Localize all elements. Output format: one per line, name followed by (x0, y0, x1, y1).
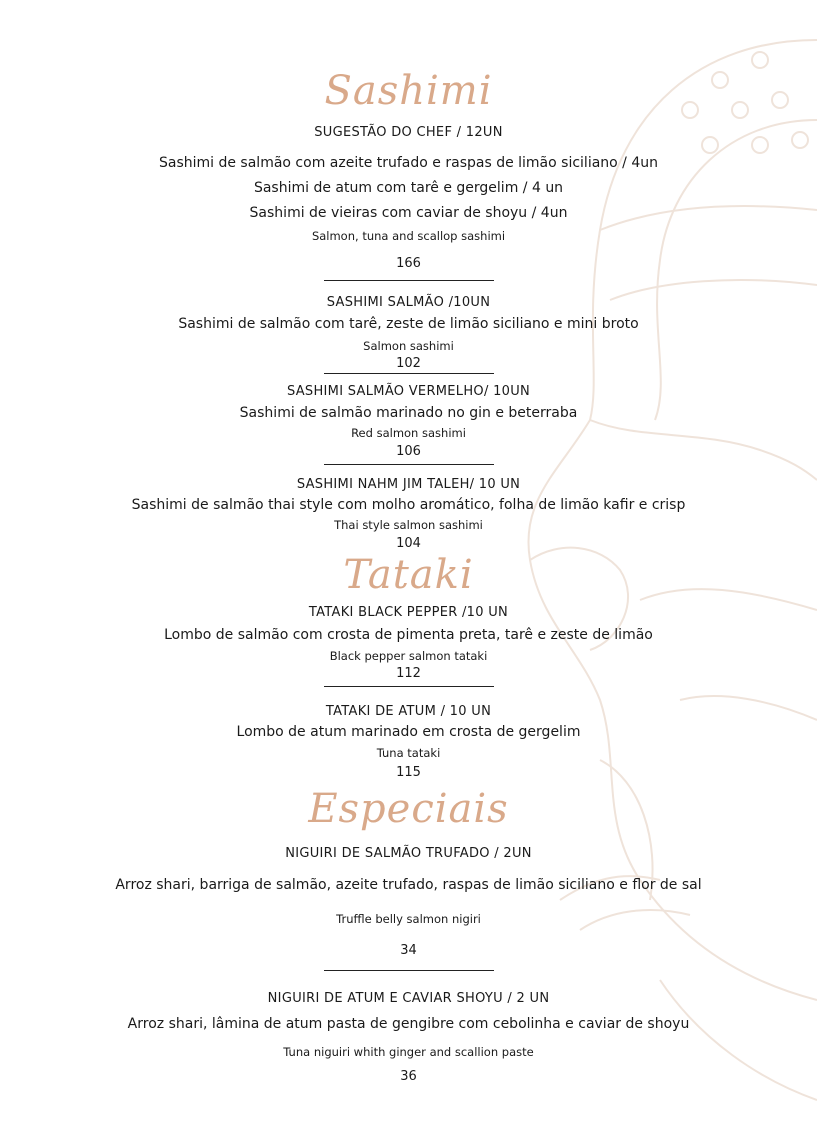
chef-english: Salmon, tuna and scallop sashimi (311, 229, 506, 243)
item-english: Black pepper salmon tataki (329, 649, 488, 663)
item-title: TATAKI BLACK PEPPER /10 UN (308, 605, 509, 620)
item-description: Sashimi de salmão marinado no gin e beterraba (239, 405, 578, 421)
chef-line-2: Sashimi de atum com tarê e gergelim / 4 un (253, 180, 564, 196)
item-description: Arroz shari, barriga de salmão, azeite trufado, raspas de limão siciliano e flor de sal (115, 877, 702, 893)
item-price: 106 (396, 444, 421, 459)
item-price: 36 (400, 1069, 417, 1084)
item-title: TATAKI DE ATUM / 10 UN (325, 704, 492, 719)
chef-line-3: Sashimi de vieiras com caviar de shoyu / 4un (249, 205, 568, 221)
chef-price: 166 (396, 256, 421, 271)
item-description: Lombo de salmão com crosta de pimenta preta, tarê e zeste de limão (164, 627, 653, 643)
section-heading-especiais: Especiais (308, 786, 509, 832)
divider (324, 373, 494, 374)
item-english: Tuna tataki (376, 746, 441, 760)
item-title: SASHIMI SALMÃO VERMELHO/ 10UN (286, 384, 531, 399)
item-description: Lombo de atum marinado em crosta de gergelim (236, 724, 581, 740)
divider (324, 464, 494, 465)
chef-suggestion-title: SUGESTÃO DO CHEF / 12UN (314, 125, 503, 140)
divider (324, 686, 494, 687)
item-title: NIGUIRI DE ATUM E CAVIAR SHOYU / 2 UN (267, 991, 550, 1006)
item-price: 34 (400, 943, 417, 958)
item-price: 115 (396, 765, 421, 780)
chef-line-1: Sashimi de salmão com azeite trufado e raspas de limão siciliano / 4un (158, 155, 658, 171)
item-description: Sashimi de salmão thai style com molho aromático, folha de limão kafir e crisp (131, 497, 686, 513)
item-title: NIGUIRI DE SALMÃO TRUFADO / 2UN (285, 846, 532, 861)
section-heading-sashimi: Sashimi (324, 68, 493, 114)
item-english: Truffle belly salmon nigiri (336, 912, 481, 926)
item-price: 102 (396, 356, 421, 371)
item-english: Salmon sashimi (363, 339, 454, 353)
divider (324, 970, 494, 971)
item-price: 112 (396, 666, 421, 681)
item-title: SASHIMI NAHM JIM TALEH/ 10 UN (296, 477, 521, 492)
item-english: Thai style salmon sashimi (334, 518, 483, 532)
item-english: Red salmon sashimi (351, 426, 466, 440)
section-heading-tataki: Tataki (343, 552, 474, 598)
item-description: Arroz shari, lâmina de atum pasta de gengibre com cebolinha e caviar de shoyu (127, 1016, 690, 1032)
item-title: SASHIMI SALMÃO /10UN (326, 295, 491, 310)
item-english: Tuna niguiri whith ginger and scallion paste (283, 1045, 534, 1059)
divider (324, 280, 494, 281)
item-price: 104 (396, 536, 421, 551)
item-description: Sashimi de salmão com tarê, zeste de limão siciliano e mini broto (178, 316, 639, 332)
